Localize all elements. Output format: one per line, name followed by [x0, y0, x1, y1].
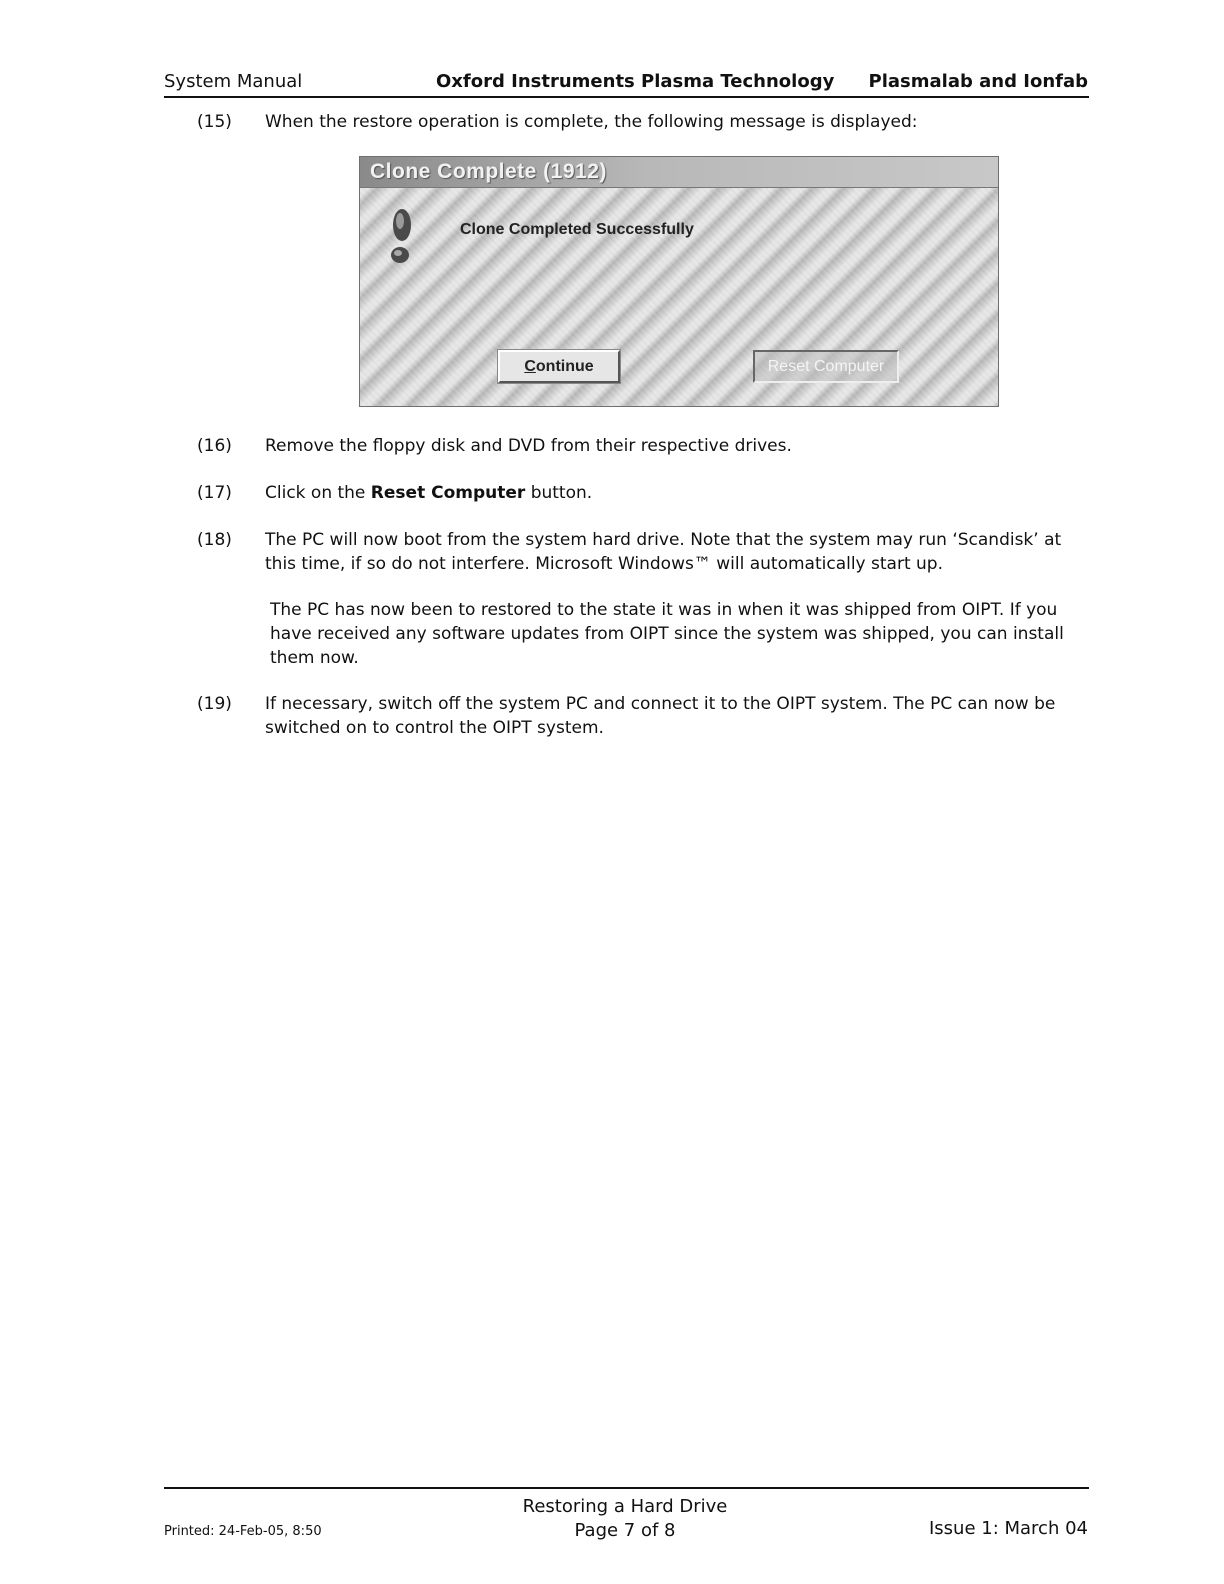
step-18-note: The PC has now been to restored to the state it was in when it was shipped from OIPT. If you have received any software updates from OIPT since the system was shipped, you can install them now. — [270, 600, 1064, 668]
step-18 — [197, 528, 1077, 576]
dialog-message: Clone Completed Successfully — [460, 221, 694, 238]
step-text: The PC will now boot from the system hard drive. Note that the system may run ‘Scandisk’ at this time, if so do not interfere. Microsoft Windows™ will automatically start up. — [265, 530, 1062, 574]
footer-issue: Issue 1: March 04 — [928, 1518, 1088, 1539]
step-number: (16) — [197, 436, 232, 456]
step-number: (18) — [197, 530, 232, 550]
footer-rule — [164, 1487, 1089, 1489]
step-19 — [197, 692, 1077, 740]
footer-center — [480, 1495, 770, 1543]
continue-accelerator: C — [524, 358, 536, 375]
reset-computer-keyword: Reset Computer — [370, 483, 526, 503]
step-text: If necessary, switch off the system PC and connect it to the OIPT system. The PC can now be switched on to control the OIPT system. — [265, 694, 1056, 738]
step-number: (17) — [197, 483, 232, 503]
dialog-title-bar — [360, 157, 998, 188]
step-15 — [197, 110, 1077, 134]
continue-button[interactable] — [498, 350, 620, 383]
exclamation-icon — [386, 207, 418, 269]
header-product: Plasmalab and Ionfab — [868, 71, 1088, 92]
step-text-pre: Click on the — [265, 483, 371, 503]
continue-label: ontinue — [535, 358, 594, 375]
step-17 — [197, 481, 1077, 505]
dialog-title: Clone Complete (1912) — [370, 160, 607, 183]
step-16 — [197, 434, 1077, 458]
step-text-post: button. — [525, 483, 593, 503]
footer-printed-date: Printed: 24-Feb-05, 8:50 — [164, 1524, 322, 1539]
step-text — [265, 481, 1080, 505]
step-number: (15) — [197, 112, 232, 132]
step-text: When the restore operation is complete, the following message is displayed: — [265, 112, 918, 132]
step-number: (19) — [197, 694, 232, 714]
header-manual-title: System Manual — [164, 71, 303, 92]
header-rule — [164, 96, 1089, 98]
footer-page-number: Page 7 of 8 — [574, 1520, 676, 1541]
header-company: Oxford Instruments Plasma Technology — [436, 71, 835, 92]
clone-complete-dialog — [359, 156, 999, 407]
reset-computer-button[interactable]: Reset Computer — [753, 350, 899, 383]
footer-section-title: Restoring a Hard Drive — [522, 1496, 728, 1517]
step-text: Remove the floppy disk and DVD from their respective drives. — [265, 436, 792, 456]
